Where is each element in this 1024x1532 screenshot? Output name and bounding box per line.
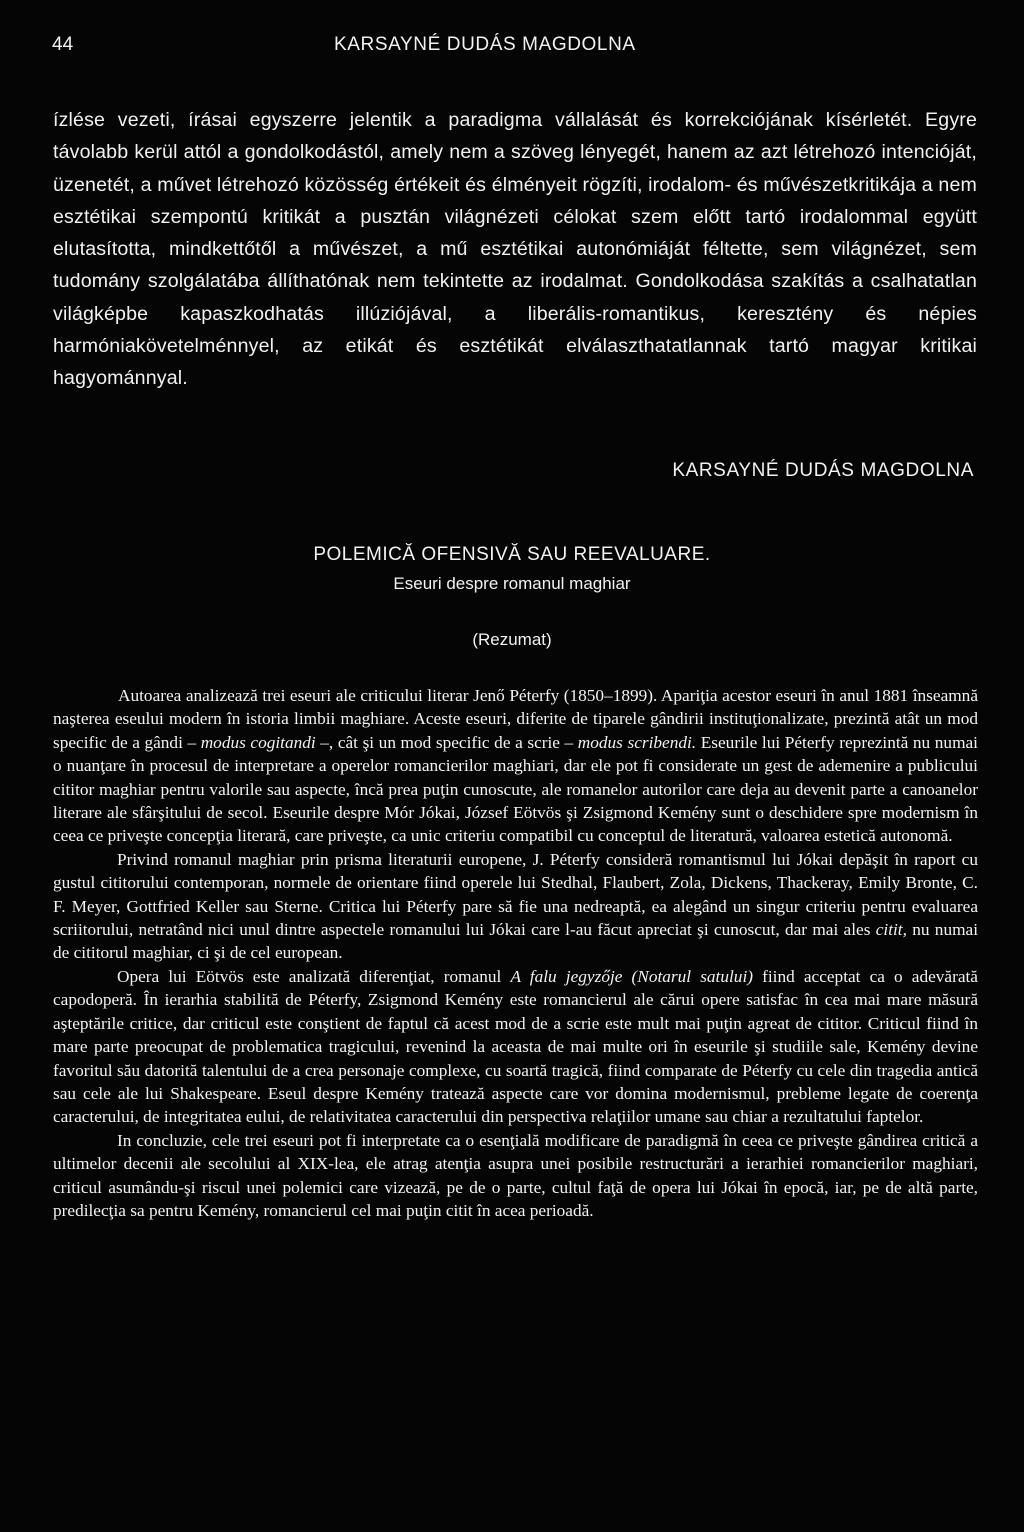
author-signature: KARSAYNÉ DUDÁS MAGDOLNA	[672, 460, 974, 481]
summary-label: (Rezumat)	[472, 630, 552, 649]
summary-paragraph-4: In concluzie, cele trei eseuri pot fi interpretate ca o esenţială modificare de paradigmă în ceea ce priveşte gândirea critică a ultimelor decenii ale secolului al XIX-lea, ele atrag atenţia asupra unei posibile restructurări a ierarhiei romancierilor maghiari, criticul asumându-şi riscul unei polemici care vizează, pe de o parte, cultul faţă de opera lui Jókai în epocă, iar, pe de altă parte, predilecţia sa pentru Kemény, romancierul cel mai puţin citit în acea perioadă.	[53, 1130, 978, 1220]
summary-paragraph-1	[53, 684, 978, 848]
text-run: Opera lui Eötvös este analizată diferenţiat, romanul	[117, 966, 511, 986]
header-author: KARSAYNÉ DUDÁS MAGDOLNA	[334, 34, 636, 55]
italic-term: modus scribendi.	[577, 732, 697, 752]
text-run: Privind romanul maghiar prin prisma literaturii europene, J. Péterfy consideră romantismul lui Jókai depăşit în raport cu gustul cititorului contemporan, normele de orientare fiind operele lui Stedhal, Flaubert, Zola, Dickens, Thackeray, Emily Bronte, C. F. Meyer, Gottfried Keller sau Sterne. Critica lui Péterfy pare să fie una nedreaptă, ea alegând un singur criteriu pentru evaluarea scriitorului, netratând nici unul dintre aspectele romanului lui Jókai care l-au făcut apreciat şi cunoscut, dar mai ales	[53, 849, 978, 940]
summary-body	[53, 684, 978, 1222]
hungarian-body-text: ízlése vezeti, írásai egyszerre jelentik a paradigma vállalását és korrekciójának kísérletét. Egyre távolabb kerül attól a gondolkodástól, amely nem a szöveg lényegét, hanem az azt létrehozó intencióját, üzenetét, a művet létrehozó közösség értékeit és élményeit rögzíti, irodalom- és művészetkritikája a nem esztétikai szempontú kritikát a pusztán világnézeti célokat szem előtt tartó irodalommal együtt elutasította, mindkettőtől a művészet, a mű esztétikai autonómiáját féltette, sem világnézet, sem tudomány szolgálatába állíthatónak nem tekintette az irodalmat. Gondolkodása szakítás a csalhatatlan világképbe kapaszkodhatás illúziójával, a liberális-romantikus, keresztény és népies harmóniakövetelménnyel, az etikát és esztétikát elválaszthatatlannak tartó magyar kritikai hagyománnyal.	[53, 109, 977, 390]
text-run: –, cât şi un mod specific de a scrie –	[315, 732, 578, 752]
summary-paragraph-3	[53, 965, 978, 1129]
page-number: 44	[52, 34, 74, 55]
running-header	[52, 34, 972, 64]
text-run: fiind acceptat ca o adevărată capodoperă. În ierarhia stabilită de Péterfy, Zsigmond Kemény este romancierul ale cărui opere satisfac în cea mai mare măsură aşteptările critice, dar criticul este conştient de faptul că acest mod de a scrie este mult mai puţin agreat de cititor. Criticul fiind în mare parte preocupat de problematica tragicului, revenind la aceasta de mai multe ori în eseurile şi studiile sale, Kemény devine favoritul său datorită talentului de a crea personaje complexe, cu soartă tragică, fiind comparate de Péterfy cu cele din tragedia antică sau cele ale lui Shakespeare. Eseul despre Kemény tratează aspecte care vor domina modernismul, prebleme legate de coerenţa caracterului, de integritatea eului, de relativitatea caracterului din perspectiva relaţiilor umane sau chiar a rezultatului faptelor.	[53, 966, 978, 1127]
summary-paragraph-2	[53, 848, 978, 965]
text-run: Eseurile lui Péterfy reprezintă nu numai o nuanţare în procesul de interpretare a operelor romancierilor maghiari, dar ele pot fi considerate un gest de ademenire a publicului cititor maghiar pentru valorile sau aspecte, încă prea puţin cunoscute, ale romanelor autorilor care deja au devenit parte a canoanelor literare ale sfârşitului de secol. Eseurile despre Mór Jókai, József Eötvös şi Zsigmond Kemény sunt o deschidere spre modernism în ceea ce priveşte concepţia literară, care priveşte, ca unic criteriu compatibil cu conceptul de literatură, valoarea estetică autonomă.	[53, 732, 978, 846]
italic-term: citit,	[875, 920, 907, 940]
italic-term: modus cogitandi	[200, 732, 316, 752]
text-run: Autoarea analizează trei eseuri ale criticului literar Jenő Péterfy (1850–1899). Apariţia acestor eseuri în anul 1881 înseamnă naşterea eseului modern în istoria limbii maghiare. Aceste eseuri, diferite de tiparele gândirii instituţionalizate, prezintă atât un mod specific de a gândi –	[53, 686, 978, 752]
summary-subtitle: Eseuri despre romanul maghiar	[393, 574, 631, 593]
text-run: nu numai de cititorul maghiar, ci şi de cel european.	[53, 920, 979, 963]
summary-title: POLEMICĂ OFENSIVĂ SAU REEVALUARE.	[313, 544, 711, 565]
italic-term: A falu jegyzője (Notarul satului)	[510, 966, 753, 986]
